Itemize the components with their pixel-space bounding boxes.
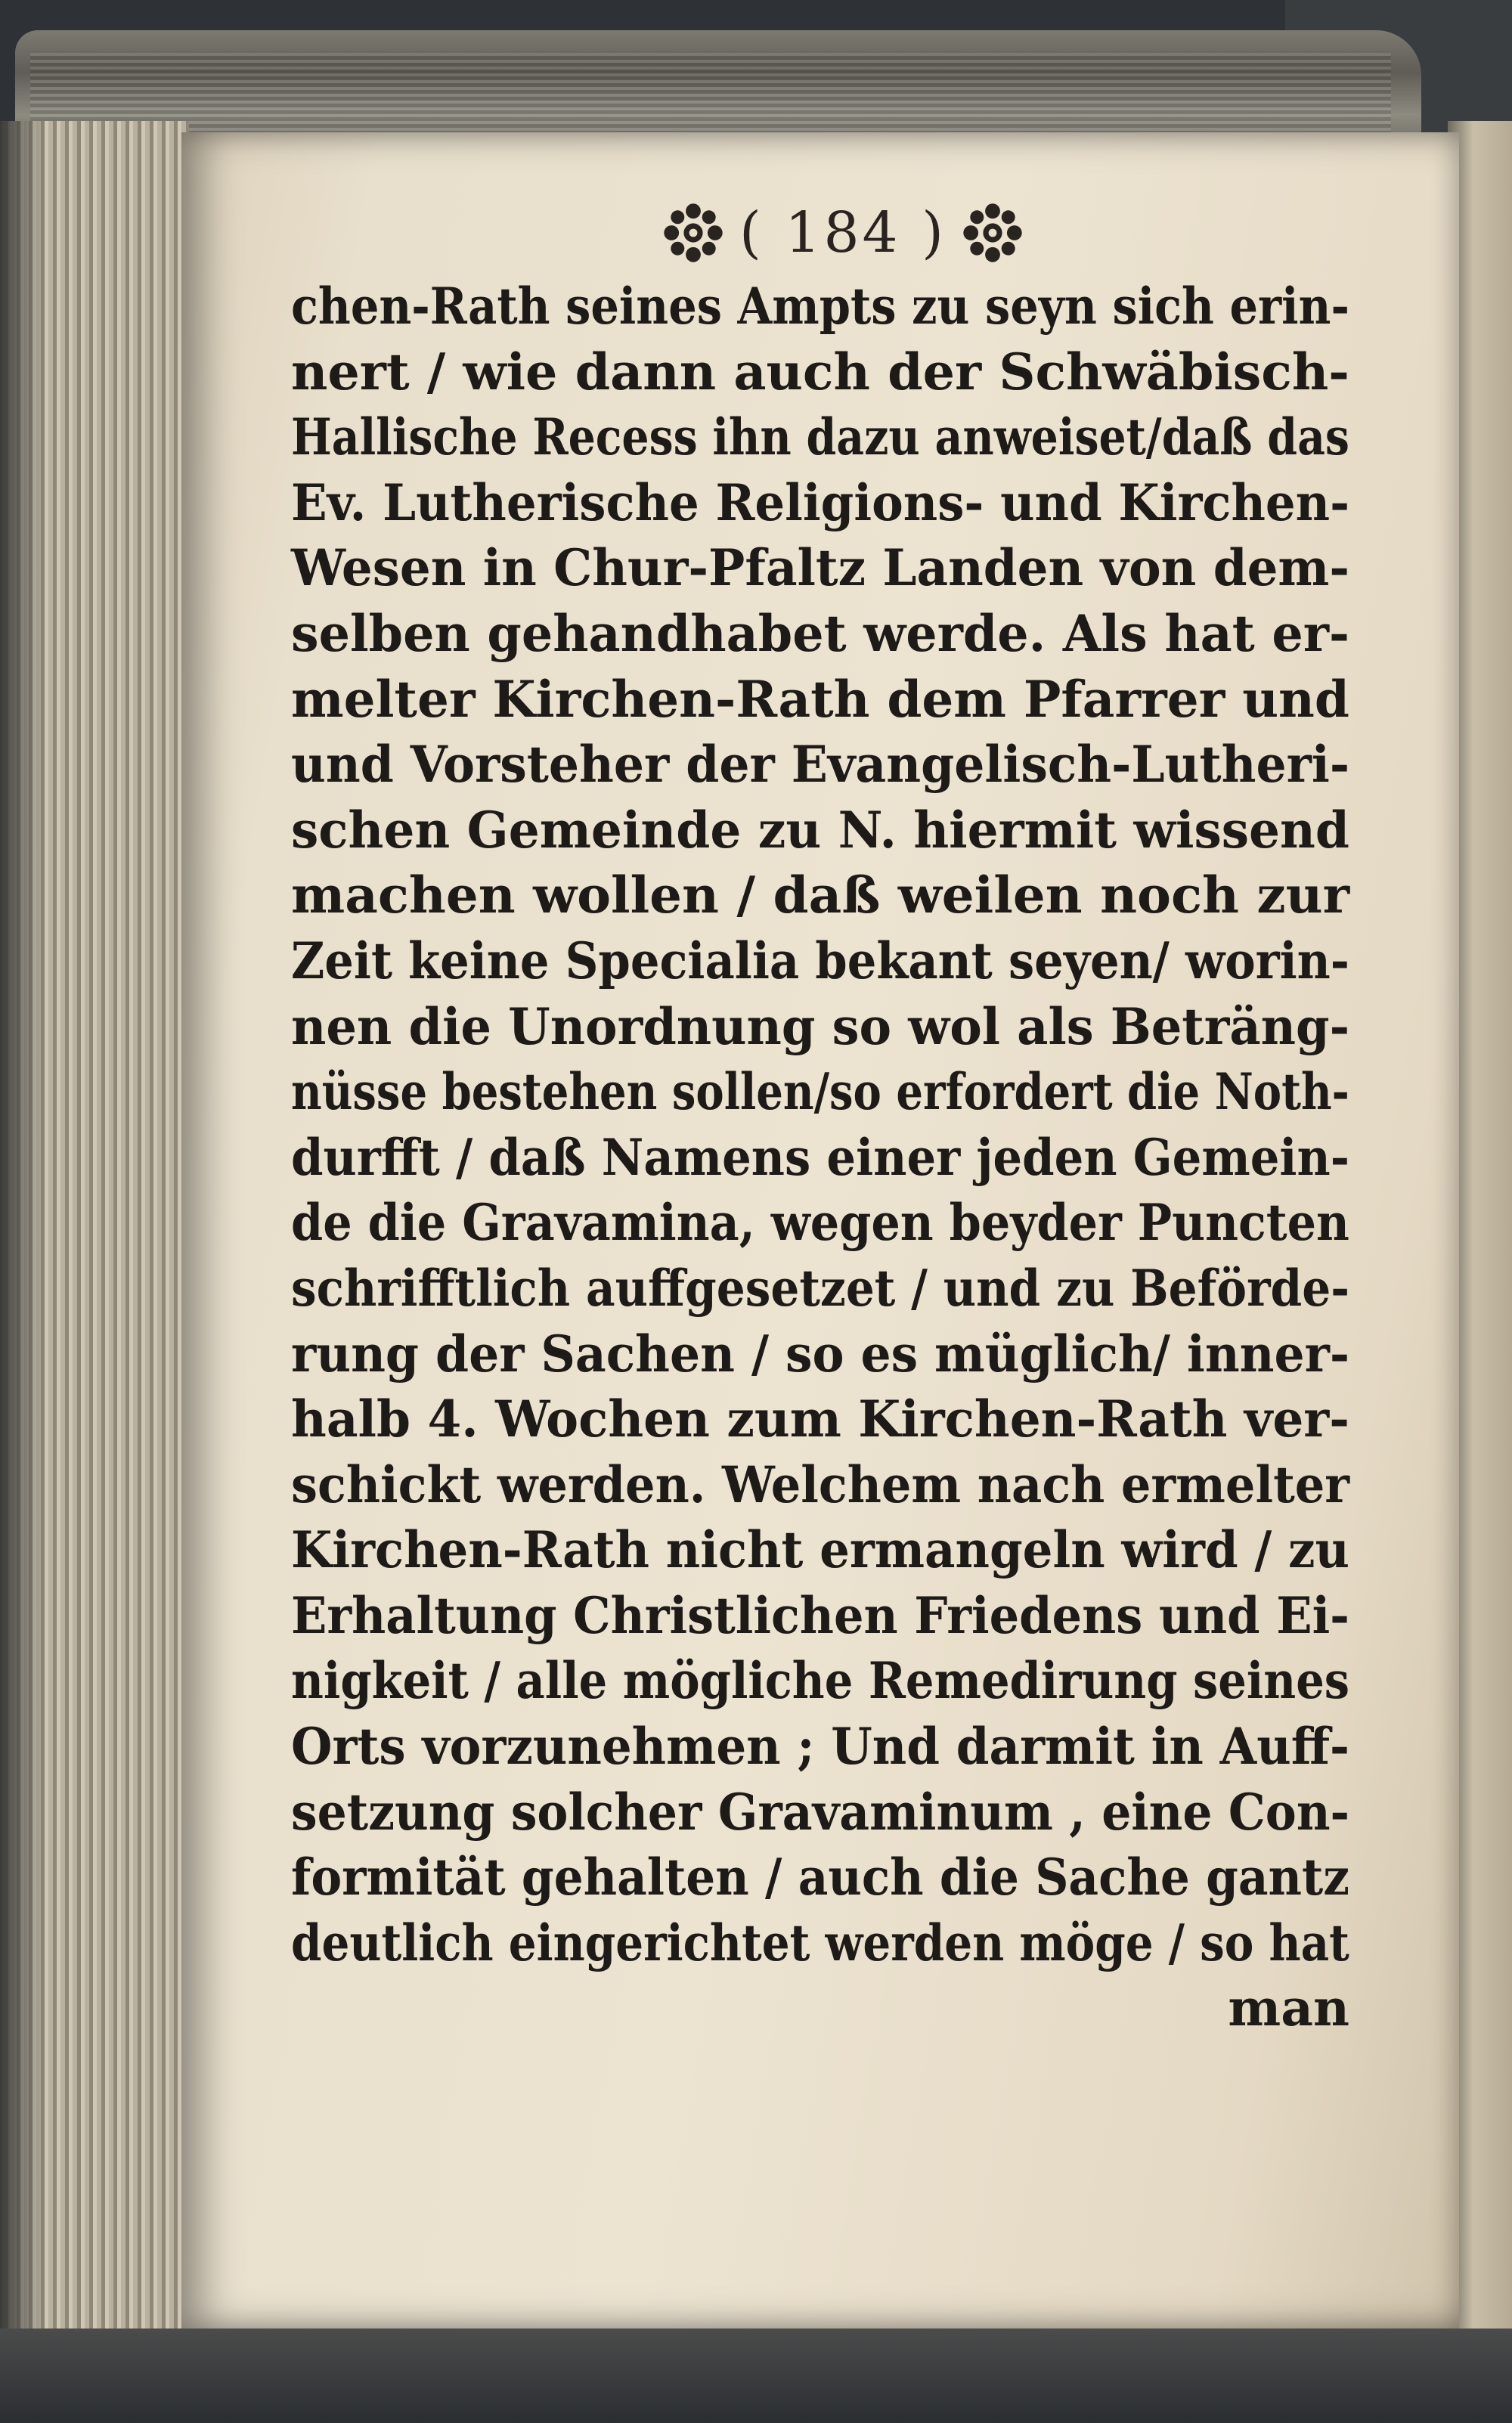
text-line-content: Hallische Recess ihn dazu anweiset/daß das — [291, 407, 1349, 467]
text-line — [291, 1583, 1349, 1649]
text-line-content: Zeit keine Specialia bekant seyen/ worin- — [291, 931, 1349, 990]
text-line-content: schrifftlich auffgesetzet / und zu Beförde- — [291, 1258, 1350, 1318]
text-line-content: nen die Unordnung so wol als Beträng- — [291, 996, 1350, 1056]
text-line — [291, 1648, 1349, 1714]
text-line-content: de die Gravamina, wegen beyder Puncten — [291, 1193, 1349, 1253]
text-line — [291, 1256, 1349, 1321]
text-line-content: Orts vorzunehmen ; Und darmit in Auff- — [291, 1717, 1350, 1777]
text-line-content: chen-Rath seines Ampts zu seyn sich erin- — [291, 277, 1349, 336]
text-line — [291, 470, 1349, 536]
text-line — [291, 1714, 1349, 1780]
text-line-content: Ev. Lutherische Religions- und Kirchen- — [291, 473, 1350, 532]
text-line — [291, 1125, 1349, 1191]
text-line — [291, 667, 1349, 733]
text-line-content: nüsse bestehen sollen/so erfordert die Noth- — [291, 1062, 1349, 1122]
text-line-content: rung der Sachen / so es müglich/ inner- — [291, 1324, 1350, 1383]
text-line — [291, 928, 1349, 994]
text-line — [291, 732, 1349, 798]
text-line-content: nigkeit / alle mögliche Remedirung seines — [291, 1651, 1350, 1711]
rosette-ornament-icon — [659, 199, 727, 267]
text-line — [291, 1975, 1349, 2041]
page-number: ( 184 ) — [739, 200, 947, 265]
text-line-content: selben gehandhabet werde. Als hat er- — [291, 603, 1349, 663]
body-text — [291, 274, 1349, 2041]
text-line-content: halb 4. Wochen zum Kirchen-Rath ver- — [291, 1390, 1349, 1449]
text-line-content: man — [1228, 1978, 1349, 2038]
text-line — [291, 1845, 1349, 1910]
text-line-content: schickt werden. Welchem nach ermelter — [291, 1455, 1350, 1514]
text-line — [291, 1452, 1349, 1518]
gutter-shadow — [0, 121, 45, 2359]
text-line — [291, 798, 1349, 863]
text-line-content: formität gehalten / auch die Sache gantz — [291, 1848, 1350, 1907]
text-line — [291, 1059, 1349, 1125]
text-line-content: und Vorsteher der Evangelisch-Lutheri- — [291, 735, 1350, 795]
text-line-content: melter Kirchen-Rath dem Pfarrer und — [291, 669, 1349, 729]
page-block-top — [30, 53, 1391, 144]
text-line — [291, 1321, 1349, 1387]
text-line — [291, 1190, 1349, 1256]
text-line — [291, 404, 1349, 470]
text-line-content: setzung solcher Gravaminum , eine Con- — [291, 1782, 1350, 1842]
text-line — [291, 274, 1349, 339]
text-line — [291, 863, 1349, 928]
text-line-content: durfft / daß Namens einer jeden Gemein- — [291, 1127, 1350, 1187]
text-line-content: machen wollen / daß weilen noch zur — [291, 866, 1350, 925]
page-header — [639, 195, 1047, 271]
text-line-content: Erhaltung Christlichen Friedens und Ei- — [291, 1585, 1349, 1645]
text-line — [291, 535, 1349, 601]
text-line-content: schen Gemeinde zu N. hiermit wissend — [291, 800, 1349, 860]
text-line — [291, 994, 1349, 1060]
text-line — [291, 1910, 1349, 1976]
table-surface — [0, 2328, 1512, 2423]
text-line-content: Wesen in Chur-Pfaltz Landen von dem- — [291, 538, 1350, 598]
text-line — [291, 1517, 1349, 1583]
text-line — [291, 339, 1349, 405]
text-line — [291, 601, 1349, 667]
text-line-content: nert / wie dann auch der Schwäbisch- — [291, 342, 1349, 401]
text-line-content: deutlich eingerichtet werden möge / so hat — [291, 1913, 1349, 1972]
text-line-content: Kirchen-Rath nicht ermangeln wird / zu — [291, 1520, 1350, 1580]
text-line — [291, 1780, 1349, 1845]
text-line — [291, 1387, 1349, 1452]
rosette-ornament-icon — [959, 199, 1027, 267]
